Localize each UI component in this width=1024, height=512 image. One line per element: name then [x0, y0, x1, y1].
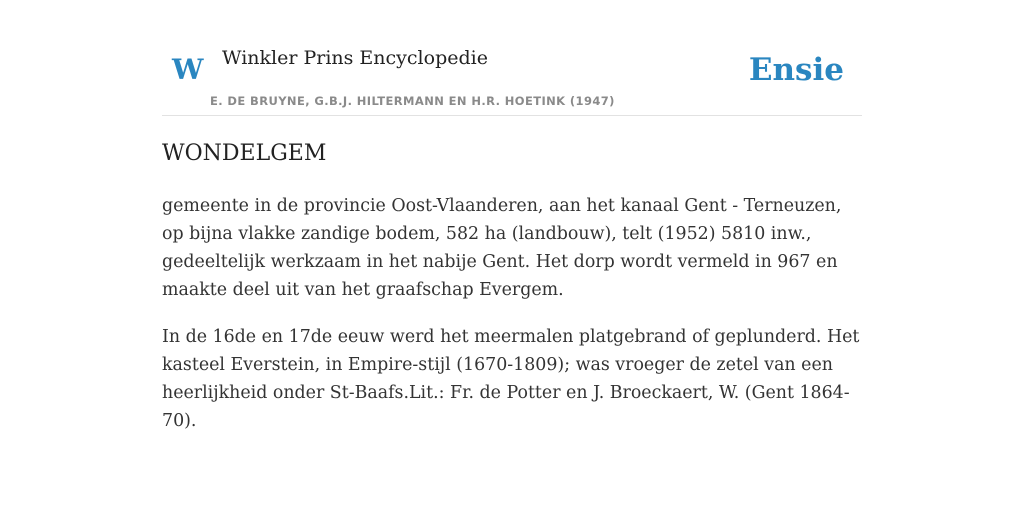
entry-paragraph: In de 16de en 17de eeuw werd het meermalen platgebrand of geplunderd. Het kasteel Everstein, in Empire-stijl (1670-1809); was vroeger de zetel van een heerlijkheid onder St-Baafs.Lit.: Fr. de Potter en J. Broeckaert, W. (Gent 1864-70).	[162, 327, 860, 431]
entry-content	[162, 192, 862, 454]
site-header	[162, 0, 862, 116]
brand-logo[interactable]: Ensie	[748, 52, 844, 88]
entry-paragraph: gemeente in de provincie Oost-Vlaanderen, aan het kanaal Gent - Terneuzen, op bijna vlakke zandige bodem, 582 ha (landbouw), telt (1952) 5810 inw., gedeeltelijk werkzaam in het nabije Gent. Het dorp wordt vermeld in 967 en maakte deel uit van het graafschap Evergem.	[162, 196, 842, 300]
book-title-link[interactable]: Winkler Prins Encyclopedie	[222, 47, 488, 69]
book-logo[interactable]: W	[172, 53, 204, 86]
entry-title: WONDELGEM	[162, 141, 327, 166]
book-authors: E. DE BRUYNE, G.B.J. HILTERMANN EN H.R. HOETINK (1947)	[210, 94, 615, 108]
